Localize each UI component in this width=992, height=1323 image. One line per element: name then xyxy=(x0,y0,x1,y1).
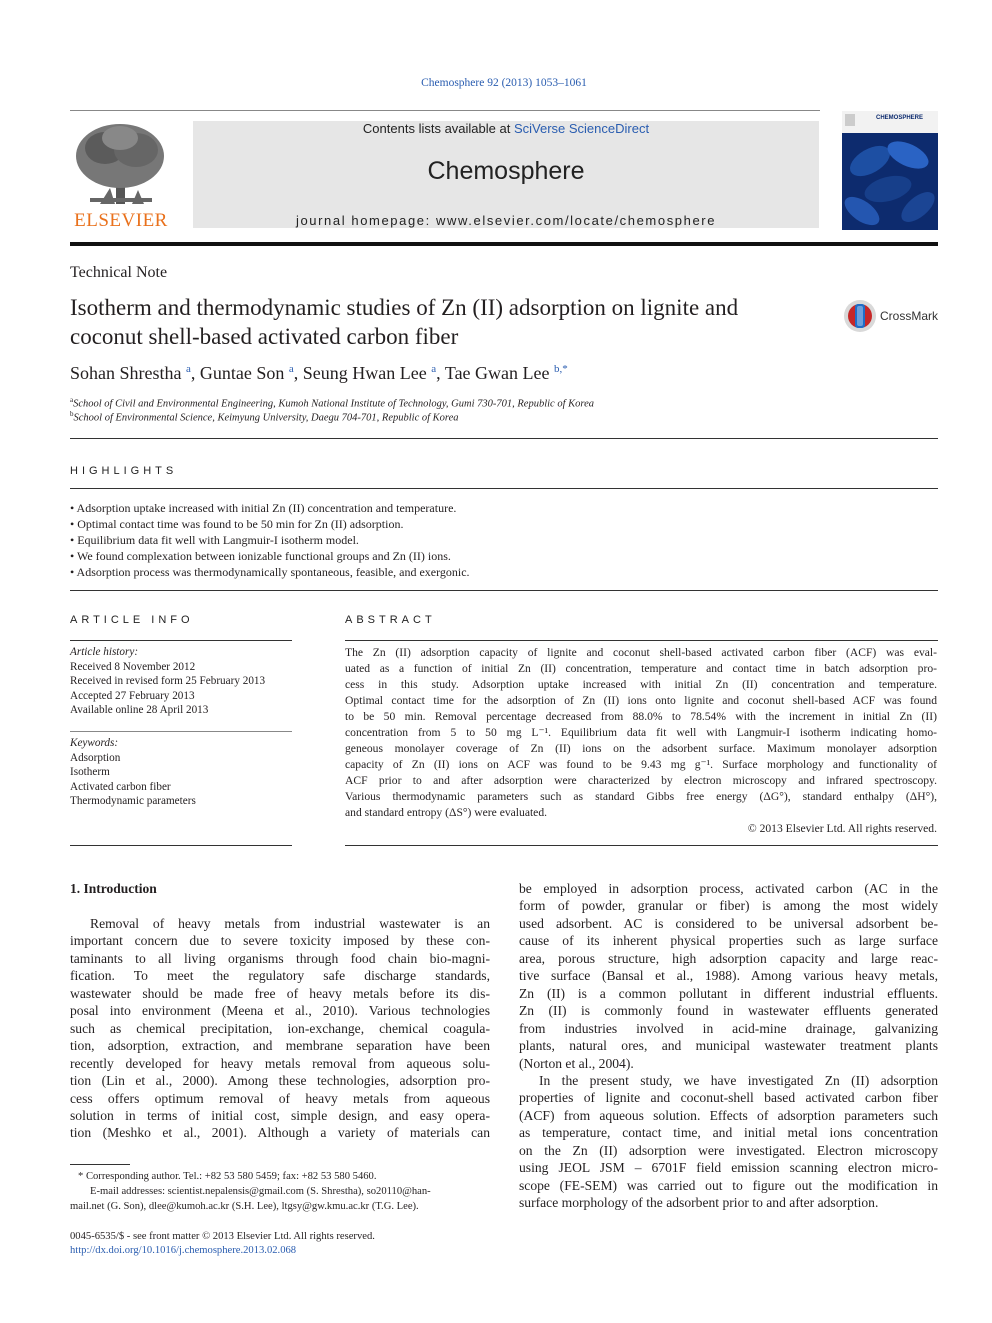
body-line: surface morphology of the adsorbent prior to and after adsorption. xyxy=(519,1195,879,1211)
highlights-rule xyxy=(70,488,938,489)
highlight-item: • Adsorption process was thermodynamically spontaneous, feasible, and exergonic. xyxy=(70,565,470,579)
article-type: Technical Note xyxy=(70,264,168,281)
body-line: area, porous structure, high adsorption capacity and large reac- xyxy=(519,950,938,966)
body-line: be employed in adsorption process, activated carbon (AC in the xyxy=(519,881,938,896)
abstract-line: to be 50 min. Removal percentage decreased from 88.0% to 78.54% with the increment in initial Zn (II) xyxy=(345,710,937,724)
abstract-bottom-rule xyxy=(345,845,938,846)
body-line: wastewater should be made free of heavy metals before its dis- xyxy=(70,985,490,1001)
journal-citation[interactable]: Chemosphere 92 (2013) 1053–1061 xyxy=(421,77,587,89)
keyword-item: Adsorption xyxy=(70,751,121,764)
body-line: as temperature, contact time, and initial metal ions concentration xyxy=(519,1125,938,1141)
history-received: Received 8 November 2012 xyxy=(70,660,196,673)
body-line: such as chemical precipitation, ion-exchange, chemical coagula- xyxy=(70,1020,490,1036)
highlights-label: HIGHLIGHTS xyxy=(70,465,178,477)
author-4[interactable]: Tae Gwan Lee $^{b,*}$ xyxy=(444,363,568,383)
abstract-label: ABSTRACT xyxy=(345,614,436,626)
author-3[interactable]: Seung Hwan Lee $^a$ xyxy=(302,363,437,383)
body-line: plants, natural ores, and municipal wastewater treatment plants xyxy=(519,1038,938,1054)
keyword-item: Isotherm xyxy=(70,766,110,778)
abstract-line: Various thermodynamic parameters such as standard Gibbs free energy (ΔG°), standard enthalpy (ΔH°), xyxy=(345,790,937,804)
body-line: Removal of heavy metals from industrial wastewater is an xyxy=(90,916,490,931)
issn-front-matter: 0045-6535/$ - see front matter © 2013 Elsevier Ltd. All rights reserved. xyxy=(70,1231,375,1242)
keywords-rule xyxy=(70,731,292,732)
doi-link[interactable]: http://dx.doi.org/10.1016/j.chemosphere.2013.02.068 xyxy=(70,1245,297,1256)
abstract-line: capacity of Zn (II) ions on ACF was found to be 9.43 mg g⁻¹. Surface morphology and functionality of xyxy=(345,758,937,772)
body-line: using JEOL JSM – 6701F field emission scanning electron micro- xyxy=(519,1160,938,1176)
header-thick-rule xyxy=(70,242,938,246)
body-line: tive surface (Bansal et al., 1988). Among various heavy metals, xyxy=(519,968,938,984)
history-online: Available online 28 April 2013 xyxy=(70,704,209,716)
body-line: fication. To meet the regulatory safe discharge standards, xyxy=(70,968,490,984)
journal-cover-thumbnail[interactable] xyxy=(842,111,938,230)
author-1[interactable]: Sohan Shrestha $^a$ xyxy=(70,363,191,383)
author-list: Sohan Shrestha $^a$, Guntae Son $^a$, Seung Hwan Lee $^a$, Tae Gwan Lee $^{b,*}$ xyxy=(70,363,568,383)
highlight-item: • Equilibrium data fit well with Langmuir-I isotherm model. xyxy=(70,533,359,547)
affiliation-rule xyxy=(70,438,938,439)
header-rule xyxy=(70,110,820,111)
body-line: on the Zn (II) adsorption were investigated. Electron microscopy xyxy=(519,1142,938,1158)
keyword-item: Thermodynamic parameters xyxy=(70,795,196,807)
body-line: tion, adsorption, extraction, and membrane separation have been xyxy=(70,1038,490,1054)
crossmark-badge[interactable] xyxy=(843,298,943,334)
title-line-2: coconut shell-based activated carbon fiber xyxy=(70,324,459,349)
corresponding-author-note: * Corresponding author. Tel.: +82 53 580 5459; fax: +82 53 580 5460. xyxy=(78,1171,377,1182)
history-revised: Received in revised form 25 February 2013 xyxy=(70,675,266,687)
body-line: cause of its inherent physical properties such as large surface xyxy=(519,933,938,949)
highlight-item: • Adsorption uptake increased with initial Zn (II) concentration and temperature. xyxy=(70,501,457,515)
abstract-line: The Zn (II) adsorption capacity of lignite and coconut shell-based activated carbon fiber (ACF) was eval- xyxy=(345,646,937,659)
history-accepted: Accepted 27 February 2013 xyxy=(70,689,195,702)
affiliation-a: $^a$School of Civil and Environmental Engineering, Kumoh National Institute of Technology, Gumi 730-701, Republic of Korea xyxy=(70,396,594,410)
abstract-copyright: © 2013 Elsevier Ltd. All rights reserved. xyxy=(747,822,937,835)
highlights-bottom-rule xyxy=(70,590,938,591)
crossmark-label: CrossMark xyxy=(880,309,939,323)
body-line: form of powder, granular or fiber) is among the most widely xyxy=(519,898,938,914)
body-line: scope (FE-SEM) was carried out to figure out the modification in xyxy=(519,1177,938,1193)
article-history xyxy=(70,645,265,718)
body-line: from industries involved in acid-mine drainage, galvanizing xyxy=(519,1020,938,1036)
article-info-rule xyxy=(70,640,292,641)
abstract-line: geneous monolayer coverage of Zn (II) ions on the adsorbent surface. Maximum monolayer adsorption xyxy=(345,742,937,756)
body-line: solution in terms of initial cost, simple design, and easy opera- xyxy=(70,1107,490,1123)
email-addresses-line-1[interactable]: E-mail addresses: scientist.nepalensis@gmail.com (S. Shrestha), so20110@han- xyxy=(90,1186,431,1197)
body-line: used adsorbent. AC is considered to be universal adsorbent be- xyxy=(519,915,938,931)
keywords-block xyxy=(70,736,196,809)
body-line: (ACF) from aqueous solution. Effects of adsorption parameters such xyxy=(519,1107,938,1123)
affiliation-b: $^b$School of Environmental Science, Keimyung University, Daegu 704-701, Republic of Korea xyxy=(70,410,459,424)
publisher-wordmark: ELSEVIER xyxy=(74,210,168,231)
body-line: posal into environment (Meena et al., 2010). Various technologies xyxy=(70,1003,490,1019)
body-line: In the present study, we have investigated Zn (II) adsorption xyxy=(539,1072,938,1088)
keyword-item: Activated carbon fiber xyxy=(70,780,171,793)
cover-leaf-icon xyxy=(842,111,938,230)
elsevier-logo[interactable] xyxy=(70,118,172,232)
abstract-line: concentration from 5 to 50 mg L⁻¹. Equilibrium data fit well with Langmuir-I isotherm indicating homo- xyxy=(345,726,937,740)
abstract-line: ACF prior to and after adsorption were characterized by electron microscopy and infrared spectroscopy. xyxy=(345,774,937,788)
body-line: recently developed for heavy metals removal from aqueous solu- xyxy=(70,1055,490,1071)
sciencedirect-link[interactable]: SciVerse ScienceDirect xyxy=(513,121,650,136)
body-line: important concern due to severe toxicity imposed by these con- xyxy=(70,933,490,949)
body-line: Zn (II) is commonly found in wastewater effluents generated xyxy=(519,1003,938,1019)
journal-homepage[interactable]: journal homepage: www.elsevier.com/locate/chemosphere xyxy=(295,213,717,228)
article-title xyxy=(70,293,830,351)
body-line: properties of lignite and coconut-shell based activated carbon fiber xyxy=(519,1090,938,1106)
abstract-line: and standard entropy (ΔS°) were evaluated. xyxy=(345,806,548,820)
email-addresses-line-2[interactable]: mail.net (G. Son), dlee@kumoh.ac.kr (S.H. Lee), ltgsy@gw.kmu.ac.kr (T.G. Lee). xyxy=(70,1201,419,1212)
cover-title: CHEMOSPHERE xyxy=(876,115,924,121)
abstract-line: Optimal contact time for the adsorption of Zn (II) ions onto lignite and coconut shell-based ACF was found xyxy=(345,694,937,708)
highlight-item: • We found complexation between ionizable functional groups and Zn (II) ions. xyxy=(70,549,451,563)
abstract-body xyxy=(345,645,937,822)
article-info-label: ARTICLE INFO xyxy=(70,614,194,626)
article-info-bottom-rule xyxy=(70,845,292,846)
body-line: (Norton et al., 2004). xyxy=(519,1055,634,1071)
journal-name: Chemosphere xyxy=(427,157,585,185)
history-label: Article history: xyxy=(70,646,139,658)
abstract-rule xyxy=(345,640,938,641)
abstract-line: uated as a function of initial Zn (II) concentration, temperature and contact time in batch adsorption pro- xyxy=(345,662,937,676)
title-line-1: Isotherm and thermodynamic studies of Zn (II) adsorption on lignite and xyxy=(70,295,739,320)
body-line: taminants to all living organisms through food chain bio-magni- xyxy=(70,950,490,966)
highlight-item: • Optimal contact time was found to be 50 min for Zn (II) adsorption. xyxy=(70,517,404,531)
contents-availability xyxy=(193,121,819,136)
intro-right-column xyxy=(519,880,938,1212)
intro-left-column xyxy=(70,915,490,1142)
contents-prefix: Contents lists available at xyxy=(362,121,514,136)
body-line: tion (Meshko et al., 2001). Although a variety of materials can xyxy=(70,1125,490,1141)
section-heading-introduction: 1. Introduction xyxy=(70,881,157,896)
abstract-line: cess in this study. Adsorption uptake increased with initial Zn (II) concentration and temperature. xyxy=(345,678,937,692)
body-line: cess offers optimum removal of heavy metals from aqueous xyxy=(70,1090,490,1106)
footnote-rule xyxy=(70,1164,130,1165)
body-line: tion (Lin et al., 2000). Among these technologies, adsorption pro- xyxy=(70,1073,490,1089)
keywords-label: Keywords: xyxy=(70,737,119,749)
crossmark-icon xyxy=(843,298,877,334)
author-2[interactable]: Guntae Son $^a$ xyxy=(199,363,294,383)
body-line: Zn (II) is a common pollutant in different industrial effluents. xyxy=(519,985,938,1001)
